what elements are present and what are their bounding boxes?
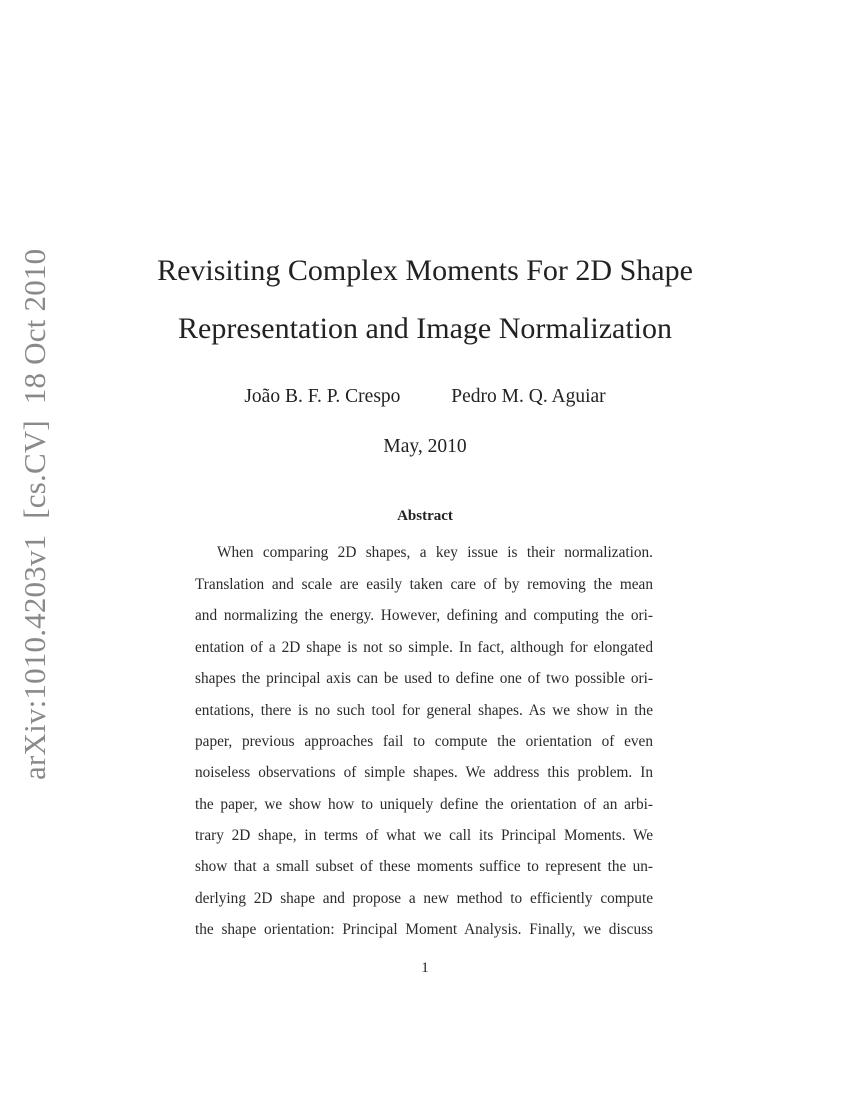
author-2: Pedro M. Q. Aguiar [451,386,606,407]
arxiv-stamp: arXiv:1010.4203v1 [cs.CV] 18 Oct 2010 [17,248,52,780]
abstract-line: noiseless observations of simple shapes. We address this problem. In [195,764,653,781]
abstract-line: show that a small subset of these moments suffice to represent the un- [195,858,653,875]
abstract-line: and normalizing the energy. However, defining and computing the ori- [195,607,653,624]
title-line-2: Representation and Image Normalization [178,312,672,345]
abstract-line: When comparing 2D shapes, a key issue is their normalization. [217,544,653,561]
abstract-line: paper, previous approaches fail to compute the orientation of even [195,733,653,750]
abstract-line: entation of a 2D shape is not so simple. In fact, although for elongated [195,639,653,656]
page-number: 1 [421,960,429,976]
authors [0,386,850,408]
abstract-heading: Abstract [397,508,453,524]
abstract-line: shapes the principal axis can be used to define one of two possible ori- [195,670,653,687]
title-line-1: Revisiting Complex Moments For 2D Shape [157,254,693,287]
abstract-line: Translation and scale are easily taken care of by removing the mean [195,576,653,593]
abstract-line: entations, there is no such tool for general shapes. As we show in the [195,702,653,719]
date: May, 2010 [383,436,467,457]
author-1: João B. F. P. Crespo [244,386,401,407]
abstract-line: derlying 2D shape and propose a new method to efficiently compute [195,890,653,907]
abstract-line: the shape orientation: Principal Moment Analysis. Finally, we discuss [195,921,653,938]
abstract-line: the paper, we show how to uniquely define the orientation of an arbi- [195,796,653,813]
abstract-line: trary 2D shape, in terms of what we call its Principal Moments. We [195,827,653,844]
